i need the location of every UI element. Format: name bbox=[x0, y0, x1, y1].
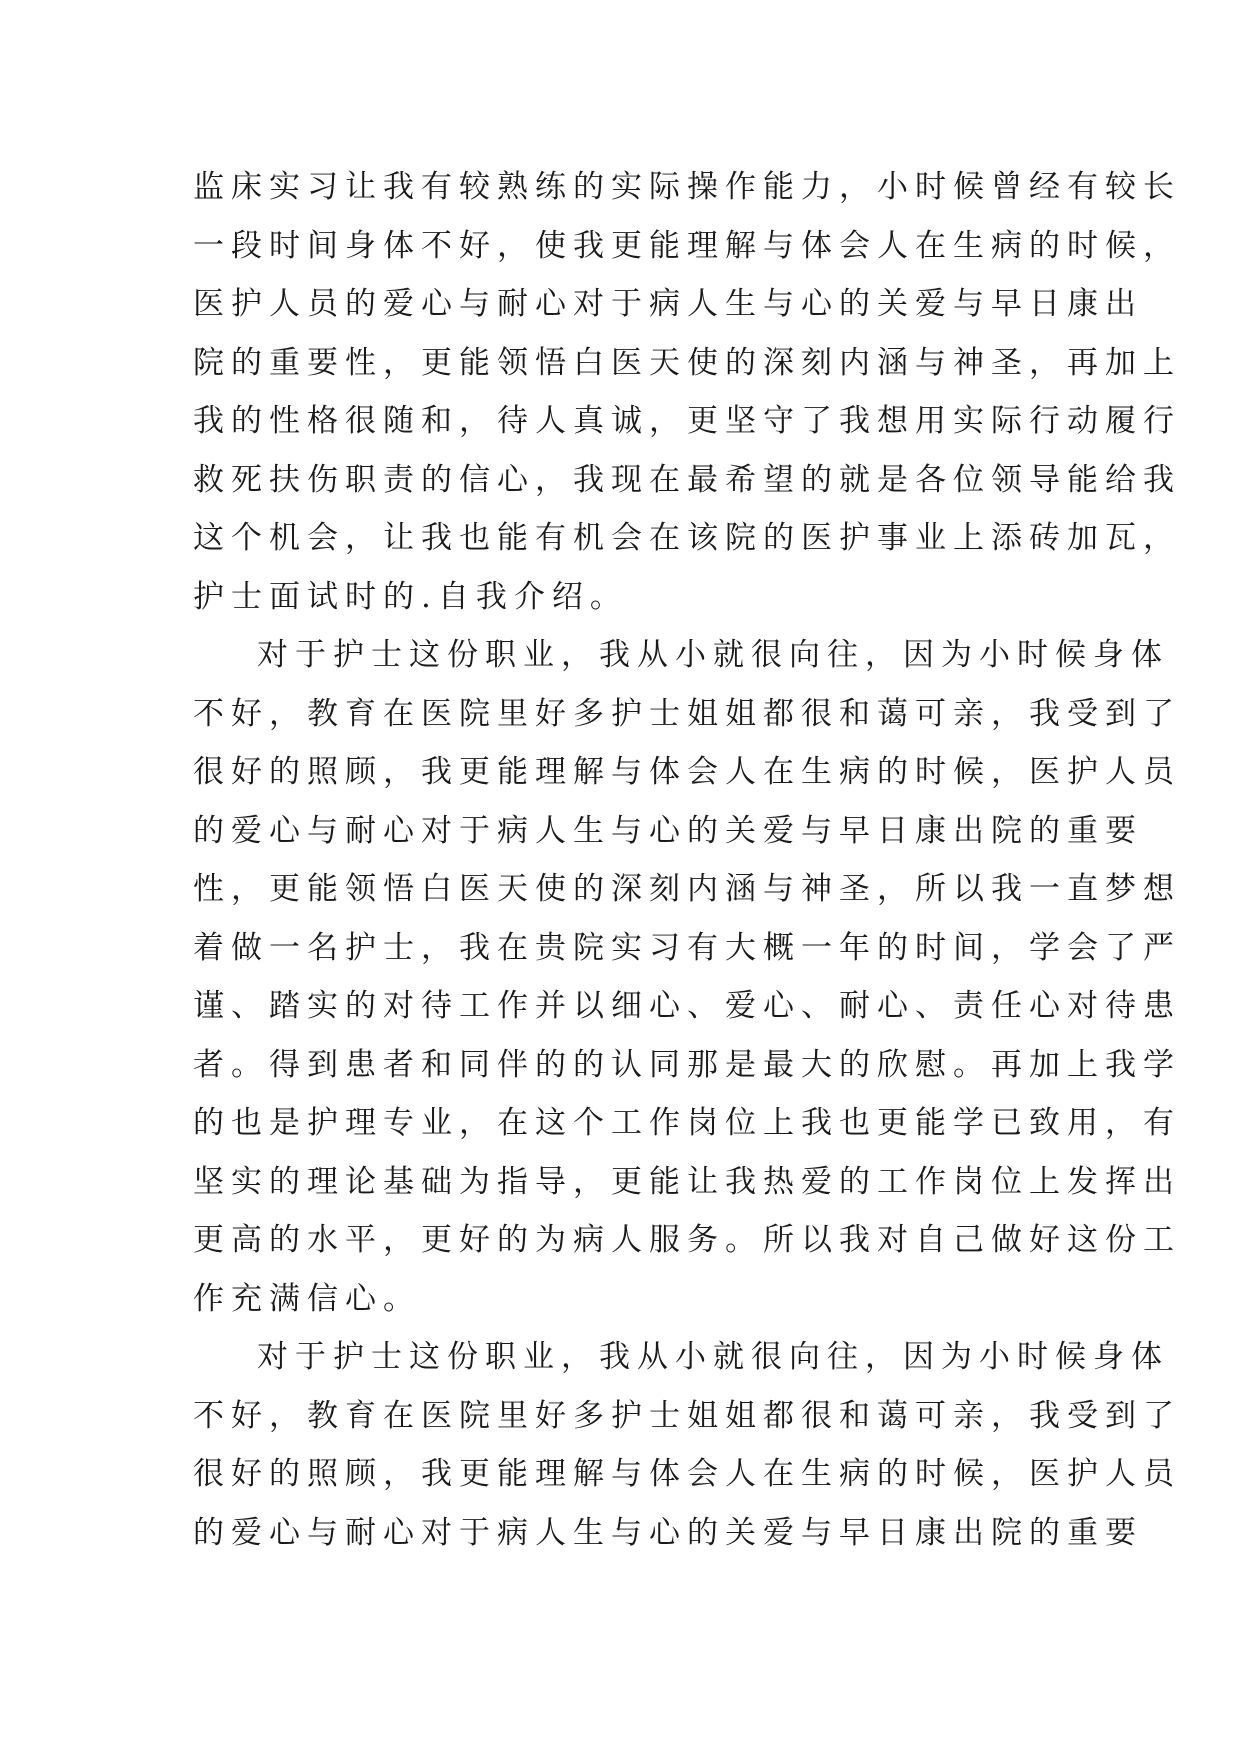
text-line: 作充满信心。 bbox=[193, 1280, 421, 1317]
text-line: 的也是护理专业，在这个工作岗位上我也更能学已致用，有 bbox=[193, 1105, 1181, 1141]
paragraph-1 bbox=[193, 158, 1181, 626]
document-body bbox=[193, 158, 1181, 1562]
text-line-indented: 对于护士这份职业，我从小就很向往，因为小时候身体 bbox=[257, 1339, 1169, 1375]
text-line: 不好，教育在医院里好多护士姐姐都很和蔼可亲，我受到了 bbox=[193, 695, 1181, 732]
text-line: 这个机会，让我也能有机会在该院的医护事业上添砖加瓦， bbox=[193, 520, 1181, 556]
text-line-indented: 对于护士这份职业，我从小就很向往，因为小时候身体 bbox=[257, 637, 1169, 673]
paragraph-3 bbox=[193, 1328, 1181, 1562]
text-line: 性，更能领悟白医天使的深刻内涵与神圣，所以我一直梦想 bbox=[193, 871, 1181, 907]
text-line: 更高的水平，更好的为病人服务。所以我对自己做好这份工 bbox=[193, 1222, 1181, 1258]
text-line: 的爱心与耐心对于病人生与心的关爱与早日康出院的重要 bbox=[193, 812, 1143, 849]
paragraph-2 bbox=[193, 626, 1181, 1328]
text-line: 很好的照顾，我更能理解与体会人在生病的时候，医护人员 bbox=[193, 1456, 1181, 1492]
text-line: 不好，教育在医院里好多护士姐姐都很和蔼可亲，我受到了 bbox=[193, 1397, 1181, 1434]
text-line: 着做一名护士，我在贵院实习有大概一年的时间，学会了严 bbox=[193, 929, 1181, 966]
text-line: 医护人员的爱心与耐心对于病人生与心的关爱与早日康出 bbox=[193, 286, 1143, 322]
text-line: 救死扶伤职责的信心，我现在最希望的就是各位领导能给我 bbox=[193, 461, 1181, 498]
text-line: 监床实习让我有较熟练的实际操作能力，小时候曾经有较长 bbox=[193, 169, 1181, 205]
text-line: 院的重要性，更能领悟白医天使的深刻内涵与神圣，再加上 bbox=[193, 344, 1181, 381]
text-line: 一段时间身体不好，使我更能理解与体会人在生病的时候， bbox=[193, 227, 1181, 264]
text-line: 谨、踏实的对待工作并以细心、爱心、耐心、责任心对待患 bbox=[193, 988, 1181, 1024]
text-line: 我的性格很随和，待人真诚，更坚守了我想用实际行动履行 bbox=[193, 403, 1181, 439]
text-line: 的爱心与耐心对于病人生与心的关爱与早日康出院的重要 bbox=[193, 1514, 1143, 1551]
text-line: 者。得到患者和同伴的的认同那是最大的欣慰。再加上我学 bbox=[193, 1046, 1181, 1083]
text-line: 护士面试时的.自我介绍。 bbox=[193, 578, 628, 615]
text-line: 很好的照顾，我更能理解与体会人在生病的时候，医护人员 bbox=[193, 754, 1181, 790]
text-line: 坚实的理论基础为指导，更能让我热爱的工作岗位上发挥出 bbox=[193, 1163, 1181, 1200]
